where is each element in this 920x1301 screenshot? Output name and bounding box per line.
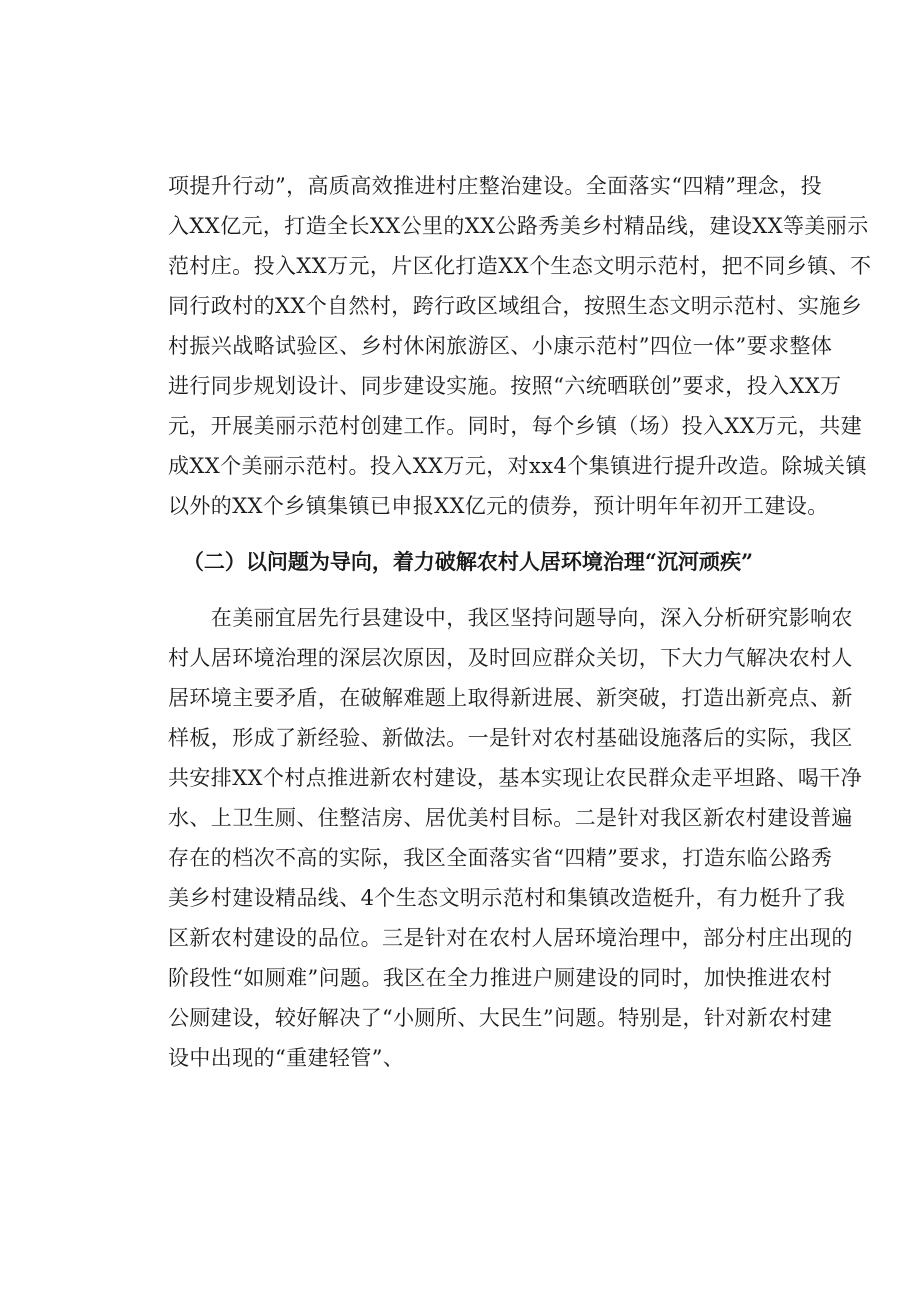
paragraph-line: 在美丽宜居先行县建设中，我区坚持问题导向，深入分析研究影响农 — [168, 606, 853, 630]
paragraph-line: 水、上卫生厕、住整洁房、居优美村目标。二是针对我区新农村建设普遍 — [168, 806, 853, 830]
paragraph-line: 村人居环境治理的深层次原因，及时回应群众关切，下大力气解决农村人 — [168, 646, 853, 670]
paragraph-line: 进行同步规划设计、同步建设实施。按照“六统晒联创”要求，投入XX万 — [168, 374, 842, 398]
paragraph-line: 村振兴战略试验区、乡村休闲旅游区、小康示范村”四位一体”要求整体 — [168, 334, 833, 358]
paragraph-line: 共安排XX个村点推进新农村建设，基本实现让农民群众走平坦路、喝干净 — [168, 766, 863, 790]
paragraph-line: 元，开展美丽示范村创建工作。同时，每个乡镇（场）投入XX万元，共建 — [168, 414, 863, 438]
paragraph-line: 入XX亿元，打造全长XX公里的XX公路秀美乡村精品线，建设XX等美丽示 — [168, 214, 869, 238]
paragraph-line: 成XX个美丽示范村。投入XX万元，对xx4个集镇进行提升改造。除城关镇 — [168, 454, 867, 478]
paragraph-line: 美乡村建设精品线、4个生态文明示范村和集镇改造梃升，有力梃升了我 — [168, 886, 846, 910]
paragraph-line: 居环境主要矛盾，在破解难题上取得新进展、新突破，打造出新亮点、新 — [168, 686, 853, 710]
paragraph-line: 设中出现的“重建轻管”、 — [168, 1046, 405, 1070]
paragraph-line: 样板，形成了新经验、新做法。一是针对农村基础设施落后的实际，我区 — [168, 726, 853, 750]
section-heading: （二）以问题为导向，着力破解农村人居环境治理“沉河顽疾” — [182, 549, 754, 574]
paragraph-line: 公厕建设，较好解决了“小厕所、大民生”问题。特别是，针对新农村建 — [168, 1006, 833, 1030]
paragraph-line: 范村庄。投入XX万元，片区化打造XX个生态文明示范村，把不同乡镇、不 — [168, 254, 872, 278]
paragraph-line: 阶段性“如厕难”问题。我区在全力推进户厕建设的同时，加快推进农村 — [168, 966, 833, 990]
paragraph-line: 项提升行动”，高质高效推进村庄整治建设。全面落实“四精”理念，投 — [168, 174, 823, 198]
paragraph-line: 以外的XX个乡镇集镇已申报XX亿元的债券，预计明年年初开工建设。 — [168, 494, 829, 518]
paragraph-line: 区新农村建设的品位。三是针对在农村人居环境治理中，部分村庄出现的 — [168, 926, 853, 950]
paragraph-line: 同行政村的XX个自然村，跨行政区域组合，按照生态文明示范村、实施乡 — [168, 294, 863, 318]
paragraph-line: 存在的档次不高的实际，我区全面落实省“四精”要求，打造东临公路秀 — [168, 846, 833, 870]
